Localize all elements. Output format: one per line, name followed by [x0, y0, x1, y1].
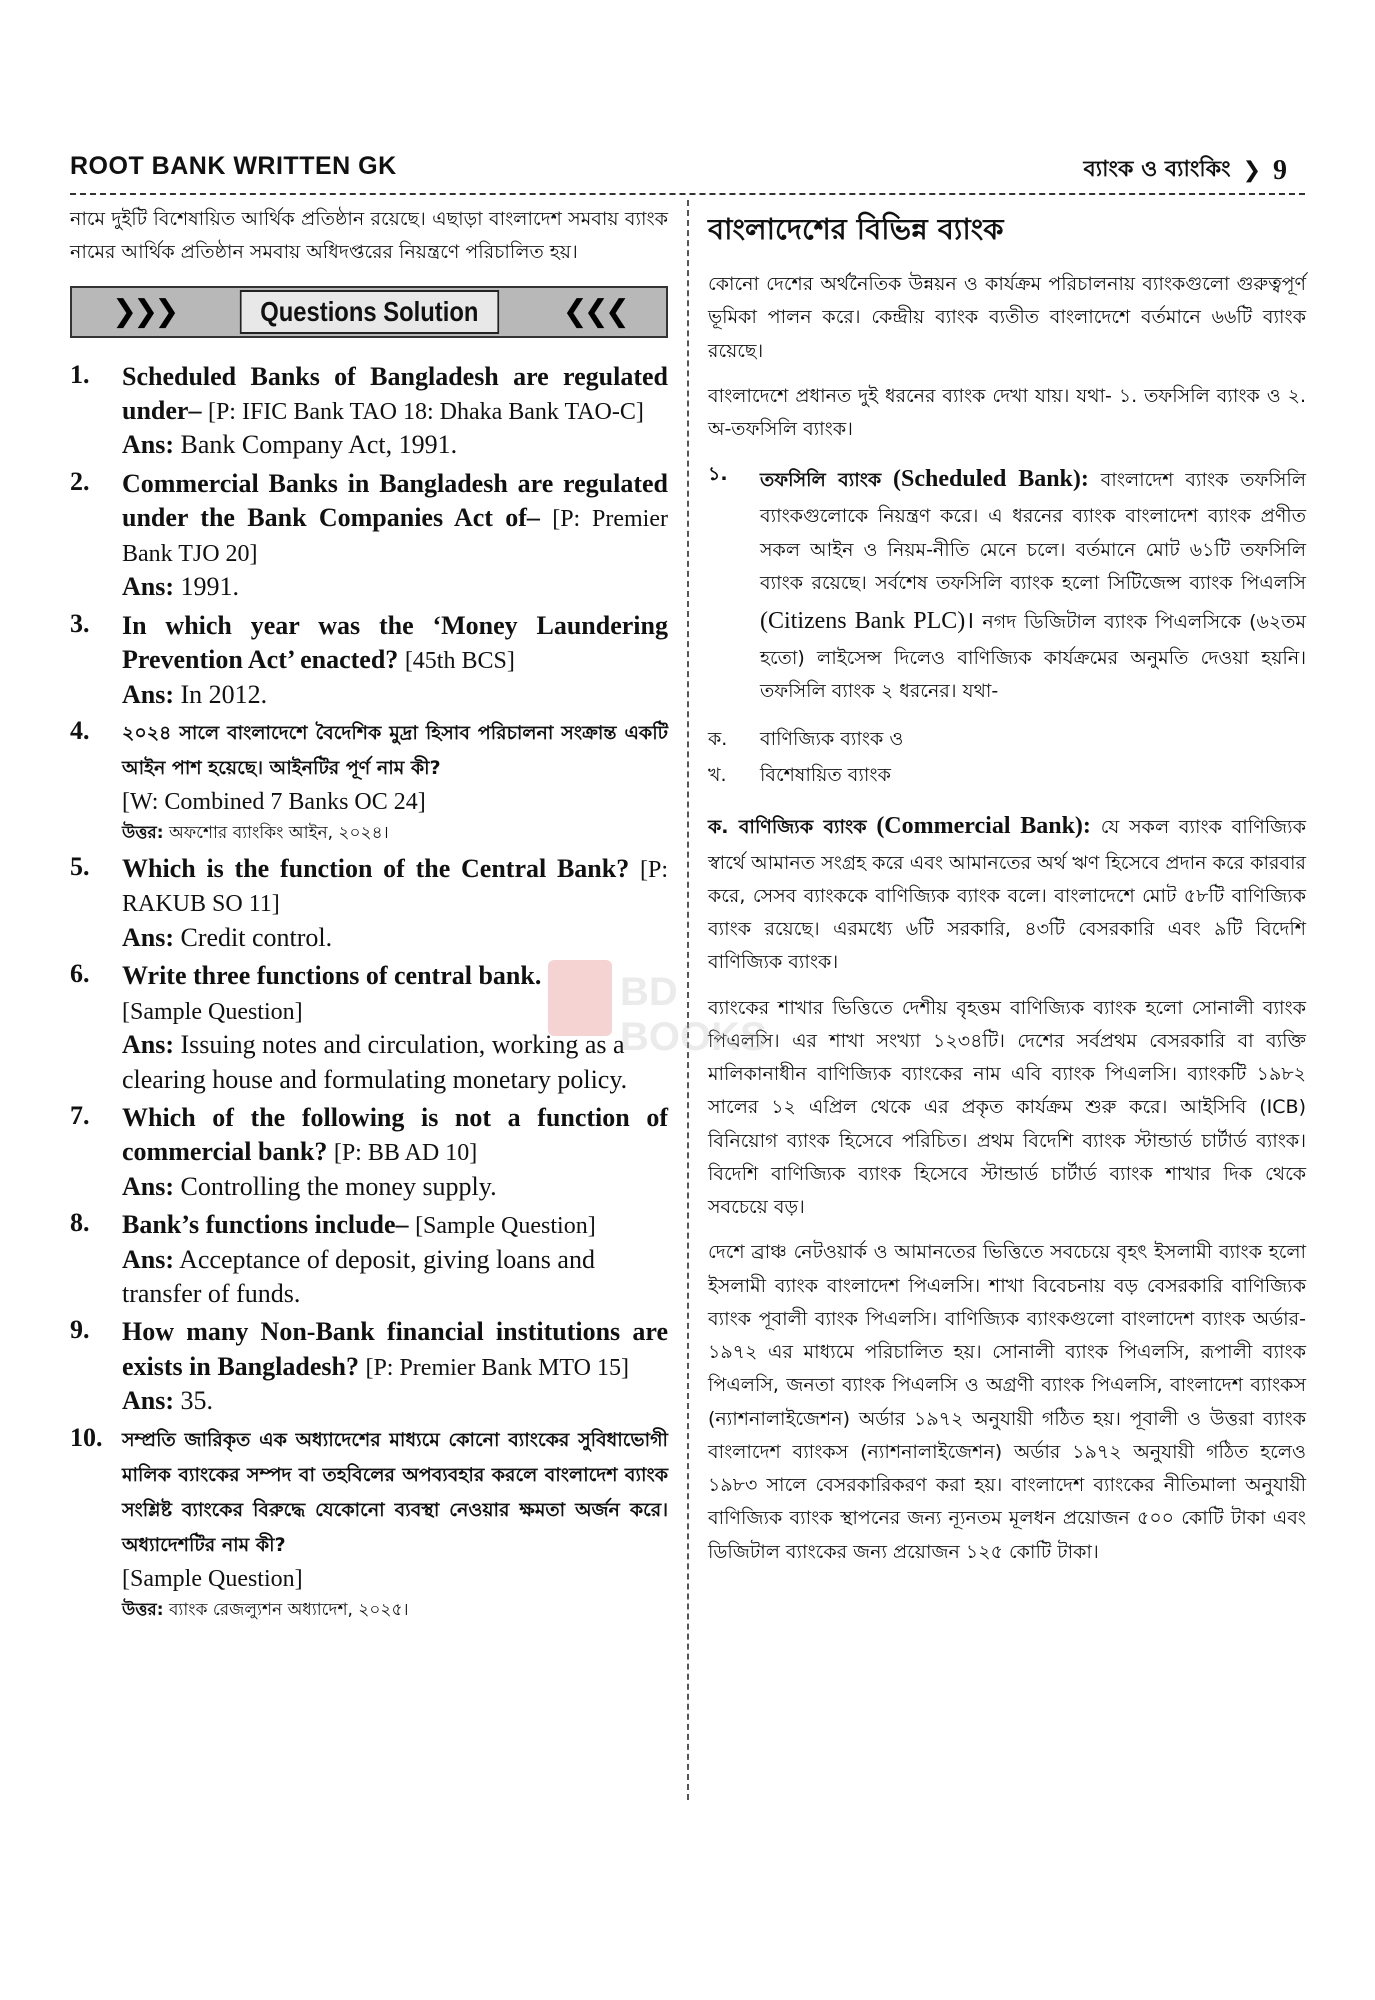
- answer-label: Ans:: [122, 1244, 175, 1274]
- answer-text: Controlling the money supply.: [180, 1171, 497, 1201]
- question-item: [70, 852, 668, 956]
- paragraph: দেশে ব্রাঞ্চ নেটওয়ার্ক ও আমানতের ভিত্তিতে সবচেয়ে বৃহৎ ইসলামী ব্যাংক হলো ইসলামী ব্যাংক বাংলাদেশ পিএলসি। শাখা বিবেচনায় বড় বেসরকারি বাণিজ্যিক ব্যাংক পূবালী ব্যাংক পিএলসি। বাণিজ্যিক ব্যাংকগুলো বাংলাদেশ ব্যাংক অর্ডার- ১৯৭২ এর মাধ্যমে পরিচালিত হয়। সোনালী ব্যাংক পিএলসি, রূপালী ব্যাংক পিএলসি, জনতা ব্যাংক পিএলসি ও অগ্রণী ব্যাংক পিএলসি, বাংলাদেশ ব্যাংকস (ন্যাশনালাইজেশন) অর্ডার ১৯৭২ অনুযায়ী গঠিত হয়। পূবালী ও উত্তরা ব্যাংক বাংলাদেশ ব্যাংকস (ন্যাশনালাইজেশন) অর্ডার ১৯৭২ অনুযায়ী গঠিত হলেও ১৯৮৩ সালে বেসরকারিকরণ করা হয়। বাংলাদেশ ব্যাংকের নীতিমালা অনুযায়ী বাণিজ্যিক ব্যাংক স্থাপনের জন্য ন্যূনতম মূলধন প্রয়োজন ৫০০ কোটি টাকা এবং ডিজিটাল ব্যাংকের জন্য প্রয়োজন ১২৫ কোটি টাকা।: [708, 1241, 1306, 1563]
- question-source: [P: IFIC Bank TAO 18: Dhaka Bank TAO-C]: [207, 398, 644, 425]
- question-text: Which is the function of the Central Bank?: [122, 853, 630, 883]
- paragraph: বাংলাদেশে প্রধানত দুই ধরনের ব্যাংক দেখা যায়। যথা- ১. তফসিলি ব্যাংক ও ২. অ-তফসিলি ব্যাংক।: [708, 384, 1306, 440]
- sub-item-marker: খ.: [708, 763, 727, 786]
- question-text: Commercial Banks in Bangladesh are regulated under the Bank Companies Act of–: [122, 468, 668, 533]
- book-logo-icon: [548, 960, 612, 1036]
- paragraph: ব্যাংকের শাখার ভিত্তিতে দেশীয় বৃহত্তম বাণিজ্যিক ব্যাংক হলো সোনালী ব্যাংক পিএলসি। এর শাখা সংখ্যা ১২৩৪টি। দেশের সর্বপ্রথম বেসরকারি বা ব্যক্তি মালিকানাধীন বাণিজ্যিক ব্যাংকের নাম এবি ব্যাংক পিএলসি। ব্যাংকটি ১৯৮২ সালের ১২ এপ্রিল থেকে এর প্রকৃত কার্যক্রম শুরু করে। আইসিবি (ICB) বিনিয়োগ ব্যাংক হিসেবে পরিচিত। প্রথম বিদেশি ব্যাংক স্টান্ডার্ড চার্টার্ড ব্যাংক। বিদেশি বাণিজ্যিক ব্যাংক হিসেবে স্টান্ডার্ড চার্টার্ড ব্যাংক শাখার দিক থেকে সবচেয়ে বড়।: [708, 996, 1306, 1219]
- answer-label: উত্তর:: [122, 1599, 164, 1620]
- item-heading-en: (Scheduled Bank):: [893, 466, 1089, 493]
- question-item: [70, 1101, 668, 1204]
- answer-text: ব্যাংক রেজল্যুশন অধ্যাদেশ, ২০২৫।: [168, 1599, 409, 1620]
- chapter-title: ব্যাংক ও ব্যাংকিং: [1083, 157, 1231, 182]
- item-number: ১.: [708, 463, 728, 486]
- question-source: [P: RAKUB SO 11]: [122, 856, 669, 918]
- chapter-header: [1084, 152, 1287, 189]
- watermark: [548, 960, 767, 1059]
- answer-text: Bank Company Act, 1991.: [180, 430, 458, 460]
- answer-text: Acceptance of deposit, giving loans and transfer of funds.: [122, 1244, 595, 1309]
- question-number: 5.: [70, 851, 90, 881]
- commercial-heading: ক. বাণিজ্যিক ব্যাংক: [708, 815, 867, 838]
- answer-label: Ans:: [122, 1171, 175, 1201]
- question-source: [45th BCS]: [404, 648, 515, 675]
- banner-title: Questions Solution: [240, 290, 499, 334]
- question-source: [P: BB AD 10]: [333, 1140, 478, 1167]
- item-text: নগদ ডিজিটাল ব্যাংক পিএলসিকে (৬২তম হতো) লাইসেন্স দিলেও বাণিজ্যিক কার্যক্রমের অনুমতি দেওয়া হয়নি। তফসিলি ব্যাংক ২ ধরনের। যথা-: [760, 611, 1307, 703]
- question-item: [70, 1315, 668, 1418]
- question-item: [70, 360, 668, 463]
- question-item: [70, 1423, 668, 1625]
- item-heading: তফসিলি ব্যাংক: [760, 469, 882, 492]
- answer-text: 1991.: [180, 572, 240, 602]
- answer-label: Ans:: [122, 679, 175, 709]
- question-source: [P: Premier Bank MTO 15]: [365, 1354, 629, 1381]
- watermark-text: BD BOOKS: [620, 970, 767, 1059]
- question-text: সম্প্রতি জারিকৃত এক অধ্যাদেশের মাধ্যমে কোনো ব্যাংকের সুবিধাভোগী মালিক ব্যাংকের সম্পদ বা তহবিলের অপব্যবহার করলে বাংলাদেশ ব্যাংক সংশ্লিষ্ট ব্যাংকের বিরুদ্ধে যেকোনো ব্যবস্থা নেওয়ার ক্ষমতা অর্জন করে। অধ্যাদেশটির নাম কী?: [122, 1428, 668, 1557]
- question-text: How many Non-Bank financial institutions are exists in Bangladesh?: [122, 1317, 668, 1381]
- section-title: বাংলাদেশের বিভিন্ন ব্যাংক: [708, 212, 1004, 246]
- commercial-bank-paragraph: [708, 805, 1306, 980]
- question-text: In which year was the ‘Money Laundering Prevention Act’ enacted?: [122, 610, 668, 675]
- book-title: ROOT BANK WRITTEN GK: [70, 152, 397, 180]
- answer-label: Ans:: [122, 430, 175, 460]
- answer-label: Ans:: [122, 1386, 175, 1416]
- page-header: [70, 152, 1305, 188]
- question-number: 7.: [70, 1100, 90, 1130]
- question-number: 6.: [70, 959, 90, 989]
- question-item: [70, 609, 668, 712]
- question-number: 2.: [70, 466, 90, 496]
- left-column: [70, 203, 668, 1629]
- sub-item-text: বাণিজ্যিক ব্যাংক ও: [760, 727, 904, 750]
- question-text: Write three functions of central bank.: [122, 961, 542, 991]
- question-number: 8.: [70, 1208, 90, 1238]
- question-source: [W: Combined 7 Banks OC 24]: [122, 789, 426, 816]
- question-number: 10.: [70, 1422, 103, 1452]
- item-text: বাংলাদেশ ব্যাংক তফসিলি ব্যাংকগুলোকে নিয়ন্ত্রণ করে। এ ধরনের ব্যাংক বাংলাদেশ ব্যাংক প্রণীত সকল আইন ও নিয়ম-নীতি মেনে চলে। বর্তমানে মোট ৬১টি তফসিলি ব্যাংক রয়েছে। সর্বশেষ তফসিলি ব্যাংক হলো সিটিজেন্স ব্যাংক পিএলসি: [760, 469, 1306, 594]
- question-source: [Sample Question]: [122, 1566, 303, 1593]
- header-divider: [70, 193, 1305, 195]
- question-text: Which of the following is not a function of commercial bank?: [122, 1102, 668, 1167]
- answer-label: Ans:: [122, 1030, 175, 1060]
- scheduled-bank-item: [708, 458, 1306, 708]
- page-number: 9: [1273, 154, 1287, 186]
- chevron-right-icon: ❯: [1242, 158, 1261, 183]
- question-number: 4.: [70, 716, 90, 746]
- answer-text: Credit control.: [180, 922, 333, 952]
- question-number: 9.: [70, 1315, 90, 1345]
- item-text-en: (Citizens Bank PLC)।: [760, 608, 975, 634]
- sub-item: [708, 757, 1306, 793]
- question-item: [70, 1208, 668, 1311]
- question-source: [Sample Question]: [415, 1213, 596, 1240]
- question-text: Scheduled Banks of Bangladesh are regulated under–: [122, 361, 668, 425]
- sub-item-marker: ক.: [708, 727, 728, 750]
- sub-item-text: বিশেষায়িত ব্যাংক: [760, 763, 891, 786]
- answer-text: Issuing notes and circulation, working as a clearing house and formulating monetary policy.: [122, 1030, 628, 1094]
- arrows-right-icon: ❯❯❯: [112, 294, 176, 329]
- questions-solution-banner: [70, 286, 668, 338]
- question-source: [P: Premier Bank TJO 20]: [122, 506, 668, 567]
- answer-label: উত্তর:: [122, 822, 164, 843]
- arrows-left-icon: ❮❮❮: [562, 294, 626, 329]
- question-source: [Sample Question]: [122, 998, 303, 1025]
- answer-label: Ans:: [122, 922, 175, 952]
- question-text: ২০২৪ সালে বাংলাদেশে বৈদেশিক মুদ্রা হিসাব পরিচালনা সংক্রান্ত একটি আইন পাশ হয়েছে। আইনটির পূর্ণ নাম কী?: [122, 722, 668, 780]
- answer-label: Ans:: [122, 572, 175, 602]
- question-number: 1.: [70, 359, 90, 389]
- question-number: 3.: [70, 608, 90, 638]
- answer-text: অফশোর ব্যাংকিং আইন, ২০২৪।: [168, 822, 389, 843]
- question-text: Bank’s functions include–: [122, 1210, 409, 1240]
- question-item: [70, 716, 668, 848]
- right-column: [708, 203, 1306, 1581]
- answer-text: In 2012.: [180, 679, 268, 709]
- sub-item: [708, 721, 1306, 757]
- answer-text: 35.: [180, 1386, 214, 1416]
- intro-paragraph: নামে দুইটি বিশেষায়িত আর্থিক প্রতিষ্ঠান রয়েছে। এছাড়া বাংলাদেশ সমবায় ব্যাংক নামের আর্থিক প্রতিষ্ঠান সমবায় অধিদপ্তরের নিয়ন্ত্রণে পরিচালিত হয়।: [70, 208, 668, 264]
- paragraph: কোনো দেশের অর্থনৈতিক উন্নয়ন ও কার্যক্রম পরিচালনায় ব্যাংকগুলো গুরুত্বপূর্ণ ভূমিকা পালন করে। কেন্দ্রীয় ব্যাংক ব্যতীত বাংলাদেশে বর্তমানে ৬৬টি ব্যাংক রয়েছে।: [708, 273, 1306, 362]
- commercial-text: যে সকল ব্যাংক বাণিজ্যিক স্বার্থে আমানত সংগ্রহ করে এবং আমানতের অর্থ ঋণ হিসেবে প্রদান করে কারবার করে, সেসব ব্যাংককে বাণিজ্যিক ব্যাংক বলে। বাংলাদেশে মোট ৫৮টি বাণিজ্যিক ব্যাংক রয়েছে। এরমধ্যে ৬টি সরকারি, ৪৩টি বেসরকারি এবং ৯টি বিদেশি বাণিজ্যিক ব্যাংক।: [708, 815, 1306, 974]
- question-item: [70, 467, 668, 605]
- commercial-heading-en: (Commercial Bank):: [876, 812, 1091, 839]
